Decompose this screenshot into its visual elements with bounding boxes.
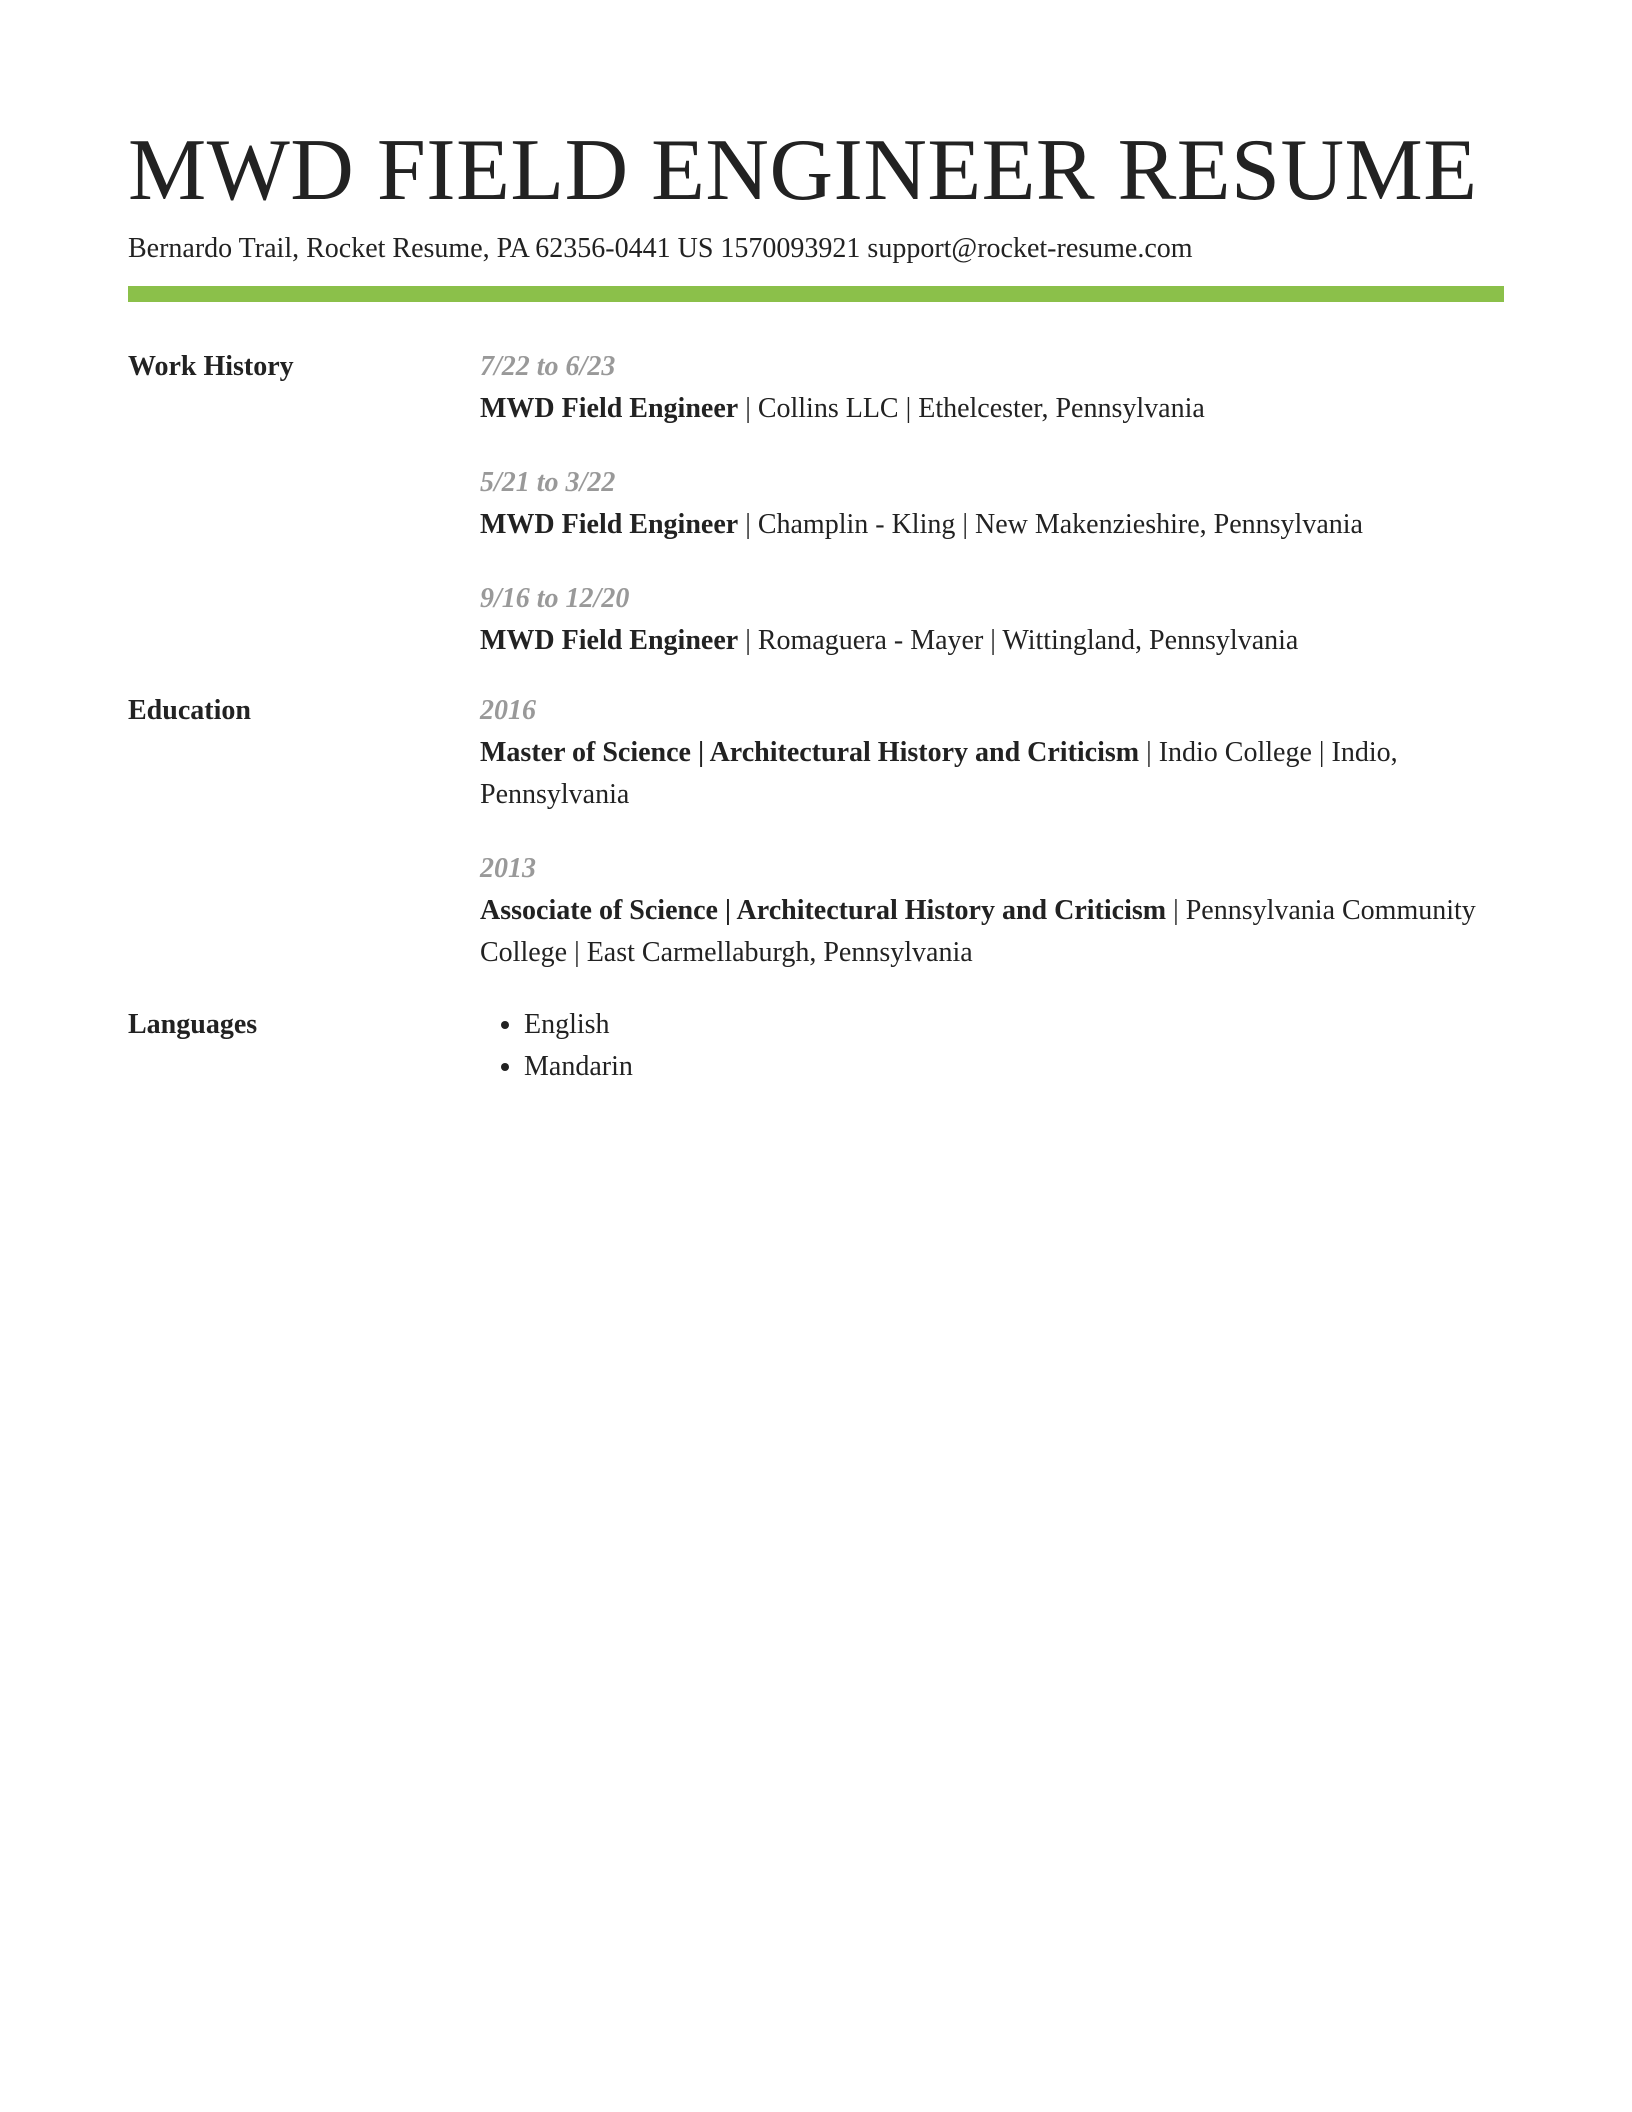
contact-address: Bernardo Trail, Rocket Resume, PA 62356-0441 US [128, 233, 714, 264]
job-title: MWD Field Engineer [480, 509, 739, 540]
company-name: | Romaguera - Mayer [738, 625, 983, 656]
education-entry [480, 848, 1504, 974]
work-dates: 5/21 to 3/22 [480, 467, 616, 498]
school-name: | Pennsylvania Community College [480, 895, 1476, 968]
work-details [480, 504, 1504, 546]
school-location: | East Carmellaburgh, Pennsylvania [567, 937, 973, 968]
education-details [480, 890, 1504, 974]
company-name: | Collins LLC [738, 393, 898, 424]
work-entry [480, 578, 1504, 662]
work-entry [480, 462, 1504, 546]
school-name: | Indio College [1139, 737, 1312, 768]
contact-phone: 1570093921 [720, 233, 861, 264]
school-location: | Indio, Pennsylvania [480, 737, 1398, 810]
languages-list [480, 1004, 1504, 1088]
job-title: MWD Field Engineer [480, 393, 739, 424]
job-location: | Ethelcester, Pennsylvania [899, 393, 1205, 424]
work-dates: 9/16 to 12/20 [480, 583, 630, 614]
section-label-languages: Languages [128, 1009, 258, 1040]
job-title: MWD Field Engineer [480, 625, 739, 656]
education-entry [480, 690, 1504, 816]
education-list [480, 690, 1504, 1006]
work-details [480, 388, 1504, 430]
work-entry [480, 346, 1504, 430]
header-divider [128, 286, 1504, 302]
section-label-education: Education [128, 695, 251, 726]
job-location: | New Makenzieshire, Pennsylvania [955, 509, 1363, 540]
language-item: • Mandarin [524, 1046, 1504, 1088]
degree-name: Associate of Science | Architectural History and Criticism [480, 895, 1167, 926]
contact-line [128, 230, 1193, 268]
section-label-work-history: Work History [128, 351, 294, 382]
education-year: 2013 [480, 853, 536, 884]
company-name: | Champlin - Kling [738, 509, 955, 540]
education-details [480, 732, 1504, 816]
degree-name: Master of Science | Architectural History and Criticism [480, 737, 1140, 768]
language-item: • English [524, 1004, 1504, 1046]
work-details [480, 620, 1504, 662]
job-location: | Wittingland, Pennsylvania [983, 625, 1298, 656]
contact-email[interactable]: support@rocket-resume.com [867, 233, 1193, 264]
languages-list-wrap [480, 1004, 1504, 1088]
work-history-list [480, 346, 1504, 694]
education-year: 2016 [480, 695, 536, 726]
resume-title: MWD FIELD ENGINEER RESUME [128, 122, 1478, 219]
work-dates: 7/22 to 6/23 [480, 351, 616, 382]
